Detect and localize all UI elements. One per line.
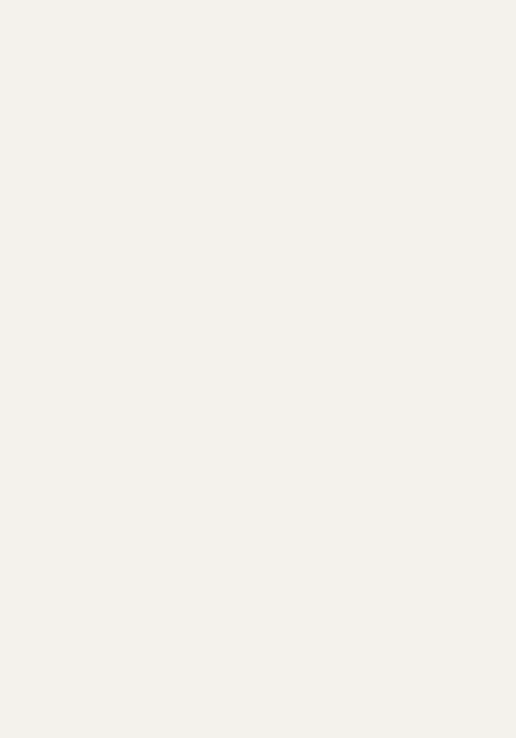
lower-text-tier	[30, 360, 272, 678]
upper-text-tier	[28, 46, 298, 346]
